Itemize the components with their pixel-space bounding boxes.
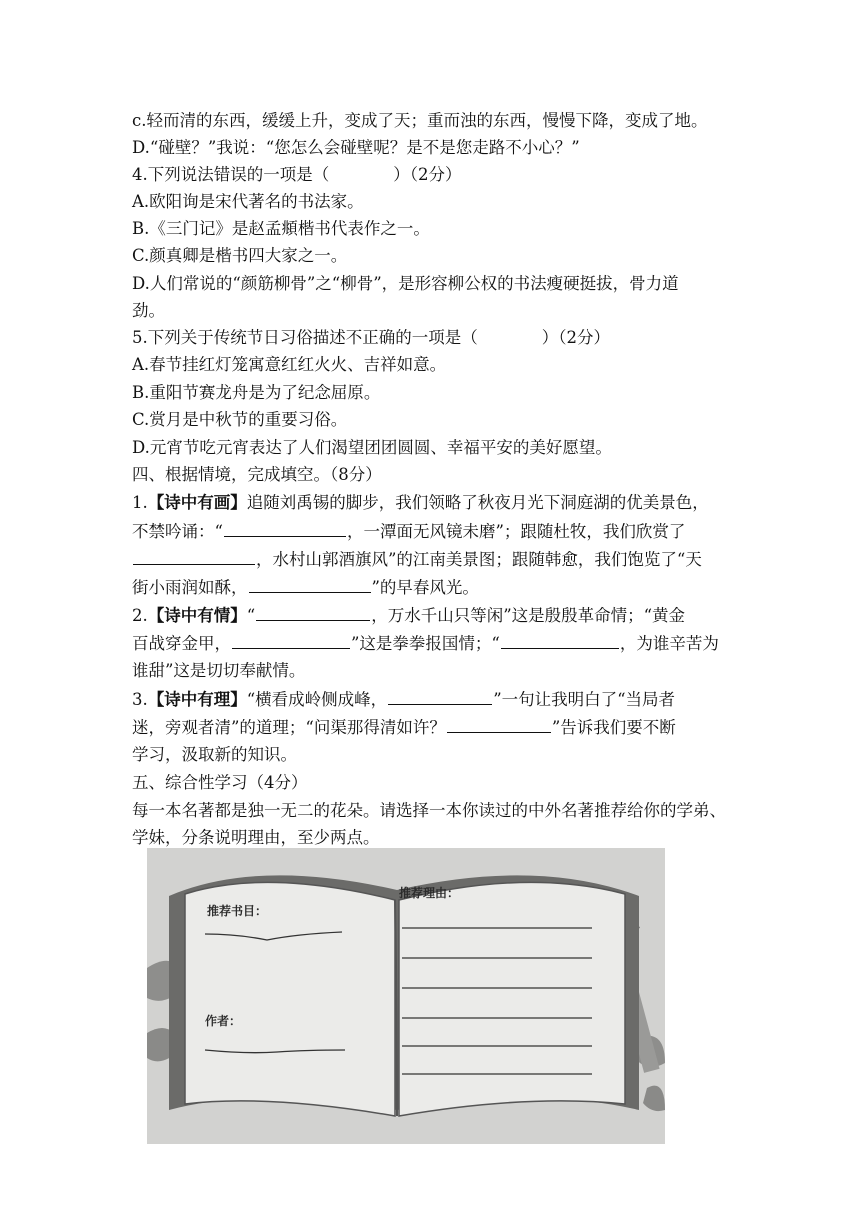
poem-item-1-line4: 街小雨润如酥， ”的早春风光。: [132, 574, 832, 601]
section-4-heading: 四、根据情境，完成填空。（8分）: [132, 465, 382, 484]
question-4-option-a: A.欧阳询是宋代著名的书法家。: [132, 192, 364, 211]
reason-label: 推荐理由：: [399, 886, 460, 900]
question-4-option-d-line2: 劲。: [132, 301, 165, 320]
section-5-heading: 五、综合性学习（4分）: [132, 773, 308, 792]
fill-blank-5[interactable]: [232, 630, 350, 649]
question-4-option-b: B.《三门记》是赵孟頫楷书代表作之一。: [132, 219, 430, 238]
tag-emotion: 【诗中有情】: [147, 606, 247, 625]
tag-reason: 【诗中有理】: [147, 690, 247, 709]
poem-item-1-line2: 不禁吟诵：“ ，一潭面无风镜未磨”；跟随杜牧，我们欣赏了: [132, 518, 832, 545]
question-5-stem: 5.下列关于传统节日习俗描述不正确的一项是（ ）（2分）: [132, 328, 610, 347]
tag-painting: 【诗中有画】: [147, 493, 247, 512]
fill-blank-3[interactable]: [249, 574, 371, 593]
question-4-stem: 4.下列说法错误的一项是（ ）（2分）: [132, 165, 462, 184]
fill-blank-2[interactable]: [133, 546, 255, 565]
book-title-label: 推荐书目：: [207, 904, 268, 918]
option-c-text: c.轻而清的东西，缓缓上升，变成了天；重而浊的东西，慢慢下降，变成了地。: [132, 111, 708, 130]
poem-item-1-line1: 1.【诗中有画】追随刘禹锡的脚步，我们领略了秋夜月光下洞庭湖的优美景色，: [132, 493, 709, 512]
question-4-option-c: C.颜真卿是楷书四大家之一。: [132, 246, 348, 265]
question-5-option-d: D.元宵节吃元宵表达了人们渴望团团圆圆、幸福平安的美好愿望。: [132, 438, 612, 457]
poem-item-2-line1: 2.【诗中有情】“ ，万水千山只等闲”这是殷殷革命情；“黄金: [132, 602, 832, 629]
poem-item-2-line3: 谁甜”这是切切奉献情。: [132, 661, 306, 680]
fill-blank-7[interactable]: [388, 686, 492, 705]
poem-item-3-line2: 迷，旁观者清”的道理；“问渠那得清如许？ ”告诉我们要不断: [132, 714, 832, 741]
poem-item-3-line3: 学习，汲取新的知识。: [132, 745, 297, 764]
fill-blank-6[interactable]: [501, 630, 619, 649]
fill-blank-1[interactable]: [224, 518, 346, 537]
section-5-prompt-line2: 学妹，分条说明理由，至少两点。: [132, 828, 380, 847]
poem-item-2-line2: 百战穿金甲， ”这是拳拳报国情；“ ，为谁辛苦为: [132, 630, 832, 657]
author-label: 作者：: [205, 1014, 242, 1028]
poem-item-1-line3: ，水村山郭酒旗风”的江南美景图；跟随韩愈，我们饱览了“天: [132, 546, 832, 573]
question-5-option-a: A.春节挂红灯笼寓意红红火火、吉祥如意。: [132, 355, 447, 374]
section-5-prompt-line1: 每一本名著都是独一无二的花朵。请选择一本你读过的中外名著推荐给你的学弟、: [132, 801, 726, 820]
book-recommendation-card: [147, 848, 665, 1144]
question-5-option-b: B.重阳节赛龙舟是为了纪念屈原。: [132, 383, 381, 402]
fill-blank-4[interactable]: [256, 602, 370, 621]
question-5-option-c: C.赏月是中秋节的重要习俗。: [132, 410, 348, 429]
poem-item-3-line1: 3.【诗中有理】“横看成岭侧成峰， ”一句让我明白了“当局者: [132, 686, 832, 713]
leaf-icon: [643, 1086, 665, 1111]
right-page: [399, 882, 625, 1116]
question-4-option-d-line1: D.人们常说的“颜筋柳骨”之“柳骨”，是形容柳公权的书法瘦硬挺拔，骨力道: [132, 274, 679, 293]
fill-blank-8[interactable]: [447, 714, 551, 733]
option-d-text: D.“碰壁？”我说：“您怎么会碰壁呢？是不是您走路不小心？”: [132, 138, 580, 157]
